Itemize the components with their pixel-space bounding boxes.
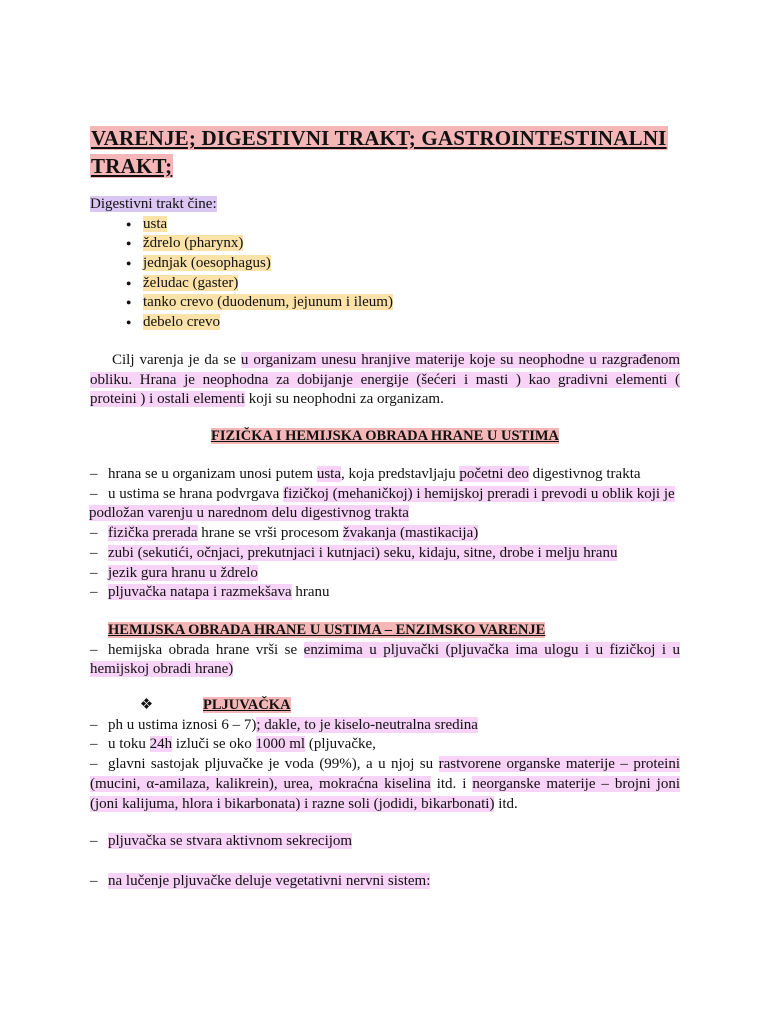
list-item-continuation: podložan varenju u narednom delu digestivnog trakta bbox=[89, 505, 409, 522]
organ-list bbox=[90, 215, 680, 333]
list-item: ● jednjak (oesophagus) bbox=[90, 254, 680, 274]
intro-paragraph: Cilj varenja je da se u organizam unesu hranjive materije koje su neophodne u razgrađenom obliku. Hrana je neophodna za dobijanje energije (šećeri i masti ) kao gradivni elementi ( proteini ) i ostali elementi koji su neophodni za organizam. bbox=[90, 352, 681, 408]
list-item: – hemijska obrada hrane vrši se enzimima u pljuvački (pljuvačka ima ulogu i u fizičkoj i u bbox=[90, 641, 680, 658]
list-item: – u toku 24h izluči se oko 1000 ml (pljuvačke, bbox=[90, 736, 376, 753]
title-line-2: TRAKT; bbox=[91, 154, 173, 178]
list-item: – fizička prerada hrane se vrši procesom žvakanja (mastikacija) bbox=[90, 525, 479, 542]
list-intro: Digestivni trakt čine: bbox=[90, 196, 217, 212]
list-item: – u ustima se hrana podvrgava fizičkoj (mehaničkoj) i hemijskoj preradi i prevodi u oblik koji je bbox=[90, 485, 675, 502]
list-item: – na lučenje pljuvačke deluje vegetativni nervni sistem: bbox=[90, 873, 431, 889]
section-heading-enzymatic: HEMIJSKA OBRADA HRANE U USTIMA – ENZIMSKO VARENJE bbox=[108, 622, 546, 638]
section1-list bbox=[90, 465, 680, 603]
section-enzymatic bbox=[90, 621, 680, 680]
section-heading-physical-chemical: FIZIČKA I HEMIJSKA OBRADA HRANE U USTIMA bbox=[210, 428, 560, 444]
digestive-list-block bbox=[90, 195, 680, 333]
list-item: – jezik gura hranu u ždrelo bbox=[90, 564, 258, 581]
list-item: – pljuvačka natapa i razmekšava hranu bbox=[90, 584, 330, 601]
saliva-nervous-line bbox=[90, 872, 680, 892]
list-item: ● želudac (gaster) bbox=[90, 274, 680, 294]
diamond-bullet-icon: ❖ bbox=[139, 697, 154, 713]
list-item: ● ždrelo (pharynx) bbox=[90, 234, 680, 254]
saliva-secretion-line bbox=[90, 832, 680, 852]
list-item: – pljuvačka se stvara aktivnom sekrecijom bbox=[90, 833, 353, 849]
list-item: ● tanko crevo (duodenum, jejunum i ileum) bbox=[90, 293, 680, 313]
list-item: ● debelo crevo bbox=[90, 313, 680, 333]
list-item: – glavni sastojak pljuvačke je voda (99%), a u njoj su rastvorene organske materije – proteini bbox=[90, 756, 680, 773]
section-saliva bbox=[90, 696, 680, 814]
title-line-1: VARENJE; DIGESTIVNI TRAKT; GASTROINTESTINALNI bbox=[91, 126, 667, 150]
saliva-heading-row bbox=[90, 696, 680, 716]
document-title bbox=[90, 124, 680, 180]
list-item: – ph u ustima iznosi 6 – 7); dakle, to je kiselo-neutralna sredina bbox=[90, 716, 478, 733]
list-item: ● usta bbox=[90, 215, 680, 235]
list-item: – hrana se u organizam unosi putem usta, koja predstavljaju početni deo digestivnog trakta bbox=[90, 466, 641, 482]
list-item-continuation: (joni kalijuma, hlora i bikarbonata) i razne soli (jodidi, bikarbonati) itd. bbox=[90, 795, 518, 812]
section-heading-saliva: PLJUVAČKA bbox=[203, 697, 291, 713]
list-item-continuation: hemijskoj obradi hrane) bbox=[90, 661, 234, 678]
list-item: – zubi (sekutići, očnjaci, prekutnjaci i kutnjaci) seku, kidaju, sitne, drobe i melju hranu bbox=[90, 544, 618, 561]
list-item-continuation: (mucini, α-amilaza, kalikrein), urea, mokraćna kiselina itd. i neorganske materije – brojni joni bbox=[90, 775, 680, 792]
